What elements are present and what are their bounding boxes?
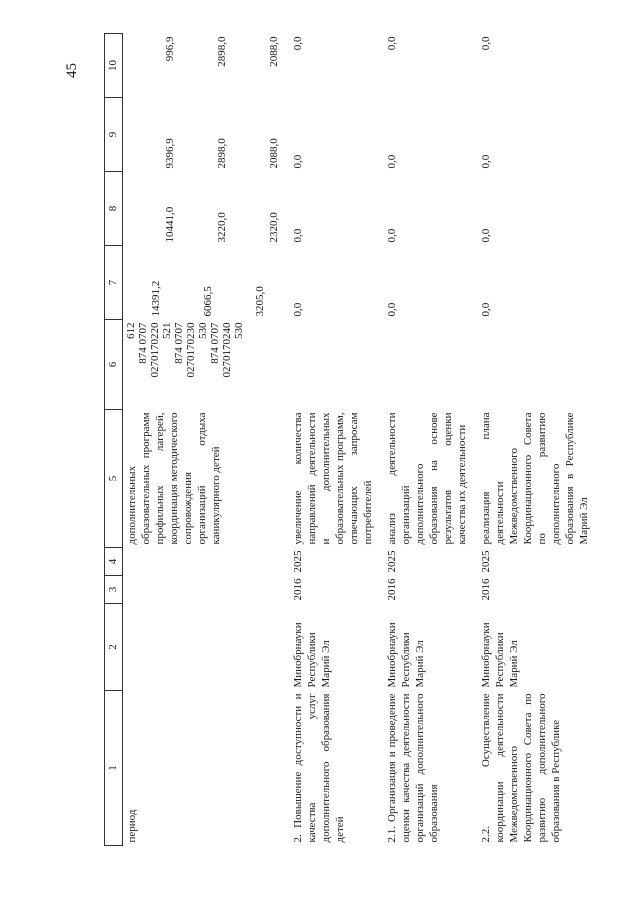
funding-value: 996,9 — [164, 36, 176, 62]
table-row — [283, 34, 377, 846]
funding-value: 9396,9 — [164, 138, 176, 169]
funding-value: 2088,0 — [268, 138, 280, 169]
table-row — [471, 34, 593, 846]
program-table — [104, 33, 593, 846]
expected-result: увеличение количества направлений деятельности и дополнительных образовательных программ, отвечающих запросам потребителей — [292, 412, 374, 545]
funding-value: 3220,0 — [216, 212, 228, 243]
column-number: 5 — [105, 410, 123, 548]
funding-values — [123, 98, 284, 172]
funding-value: 2898,0 — [216, 138, 228, 169]
budget-code-line: 874 0707 — [137, 322, 149, 364]
budget-code — [123, 320, 284, 410]
budget-code-line: 530 — [233, 322, 245, 339]
budget-code-line: 874 0707 — [209, 322, 221, 364]
column-number: 2 — [105, 604, 123, 691]
rotated-table-page — [104, 34, 604, 846]
funding-values — [123, 246, 284, 320]
column-number: 9 — [105, 98, 123, 172]
funding-value: 10441,0 — [164, 206, 176, 243]
funding-values — [123, 34, 284, 98]
funding-value: 3205,0 — [254, 286, 266, 317]
funding-value: 0,0 — [480, 302, 492, 317]
measure-name: 2.2. Осуществление координации деятельности Межведомственного Координационного Совета по развитию дополнительного образования в Республике — [480, 693, 562, 843]
budget-code — [471, 320, 593, 410]
start-year: 2016 — [386, 578, 398, 601]
funding-value: 0,0 — [386, 302, 398, 317]
table-row — [377, 34, 471, 846]
budget-code — [283, 320, 377, 410]
budget-code-line: 530 — [197, 322, 209, 339]
funding-value: 6066,5 — [202, 286, 214, 317]
end-year: 2025 — [292, 550, 304, 573]
funding-value: 0,0 — [386, 154, 398, 169]
funding-value: 14391,2 — [150, 280, 162, 317]
expected-result: анализ деятельности организаций дополнительного образования на основе результатов оценки качества их деятельности — [386, 412, 468, 545]
expected-result: реализация плана деятельности Межведомственного Координационного Совета по развитию дополнительного образования в Республике Марий Эл — [480, 412, 590, 545]
budget-code-line: 0270170240 — [221, 322, 233, 378]
funding-value: 0,0 — [480, 36, 492, 51]
end-year: 2025 — [480, 550, 492, 573]
column-number: 10 — [105, 34, 123, 98]
measure-name: 2. Повышение доступности и качества услуг дополнительного образования детей — [292, 693, 346, 843]
column-number: 7 — [105, 246, 123, 320]
funding-value: 0,0 — [386, 228, 398, 243]
responsible-executor: Минобрнауки Республики Марий Эл — [386, 622, 426, 688]
budget-code — [377, 320, 471, 410]
expected-result: дополнительных образовательных программ профильных лагерей, координация методического сопровождения организаций отдыха каникулярного детей — [126, 412, 222, 545]
start-year: 2016 — [292, 578, 304, 601]
column-number: 8 — [105, 172, 123, 246]
responsible-executor: Минобрнауки Республики Марий Эл — [480, 622, 520, 688]
budget-code-line: 0270170220 — [149, 322, 161, 378]
funding-value: 0,0 — [480, 228, 492, 243]
funding-value: 0,0 — [292, 36, 304, 51]
funding-value: 0,0 — [292, 154, 304, 169]
funding-value: 2320,0 — [268, 212, 280, 243]
responsible-executor: Минобрнауки Республики Марий Эл — [292, 622, 332, 688]
budget-code-line: 0270170230 — [185, 322, 197, 378]
table-row — [123, 34, 284, 846]
measure-name: 2.1. Организация и проведение оценки качества деятельности организаций дополнительного образования — [386, 693, 440, 843]
funding-value: 0,0 — [386, 36, 398, 51]
column-number: 3 — [105, 576, 123, 604]
responsible-executor — [123, 604, 284, 691]
funding-values — [123, 172, 284, 246]
column-number-header — [105, 34, 123, 846]
funding-value: 0,0 — [292, 302, 304, 317]
start-year — [123, 576, 284, 604]
budget-code-line: 612 — [125, 322, 137, 339]
end-year — [123, 548, 284, 576]
funding-value: 2898,0 — [216, 36, 228, 67]
funding-value: 0,0 — [480, 154, 492, 169]
column-number: 1 — [105, 691, 123, 846]
page-number: 45 — [64, 63, 80, 78]
funding-value: 2088,0 — [268, 36, 280, 67]
column-number: 4 — [105, 548, 123, 576]
column-number: 6 — [105, 320, 123, 410]
budget-code-line: 874 0707 — [173, 322, 185, 364]
end-year: 2025 — [386, 550, 398, 573]
measure-name: период — [126, 809, 138, 843]
start-year: 2016 — [480, 578, 492, 601]
budget-code-line: 521 — [161, 322, 173, 339]
funding-value: 0,0 — [292, 228, 304, 243]
